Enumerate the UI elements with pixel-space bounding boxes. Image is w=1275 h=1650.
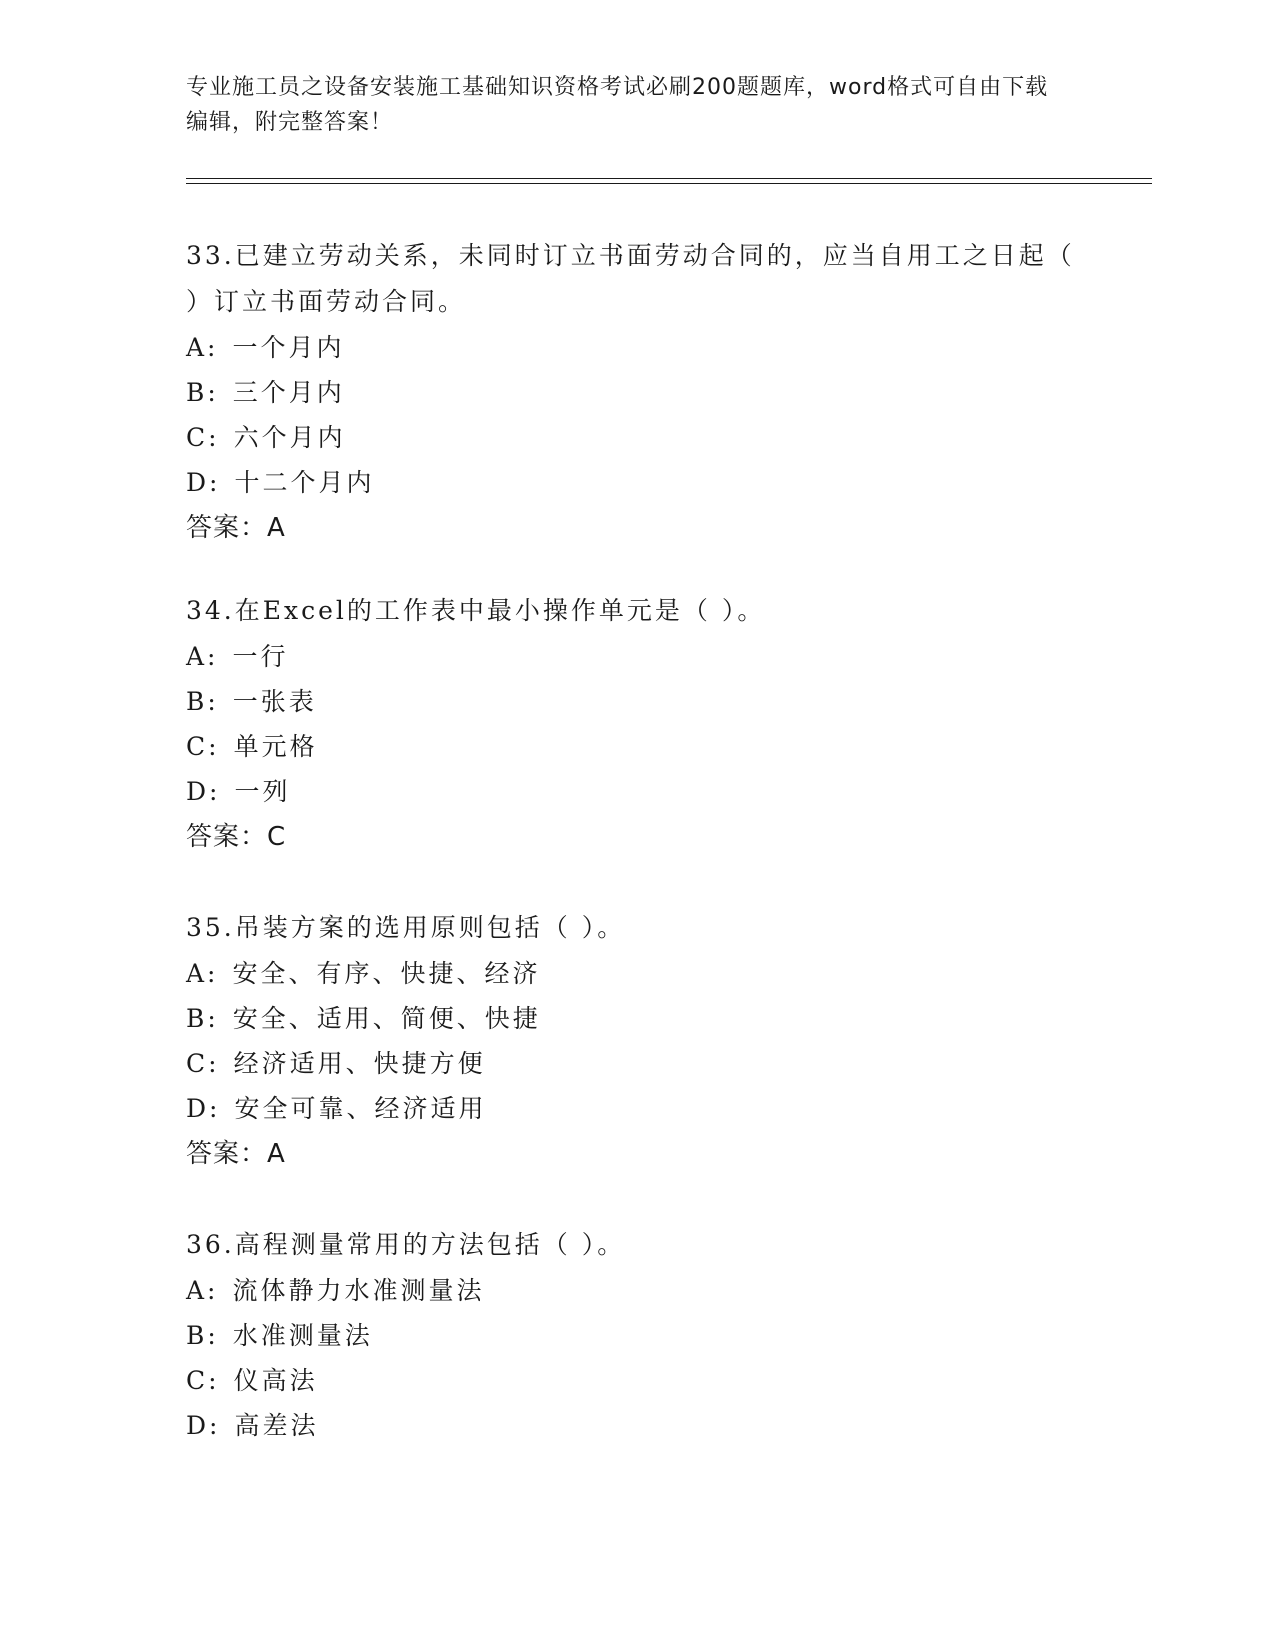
option-c [186, 724, 1086, 769]
option-letter: B: [186, 1004, 219, 1033]
option-d [186, 1086, 1086, 1131]
option-b [186, 370, 1086, 415]
option-a [186, 325, 1086, 370]
option-letter: D: [186, 1411, 221, 1440]
option-text: 三个月内 [232, 378, 345, 407]
option-letter: A: [186, 642, 219, 671]
question-stem: 35.吊装方案的选用原则包括（ ）。 [186, 913, 626, 942]
option-text: 一张表 [232, 687, 317, 716]
option-text: 安全、适用、简便、快捷 [232, 1004, 541, 1033]
option-letter: C: [186, 732, 220, 761]
option-a [186, 634, 1086, 679]
option-letter: A: [186, 1276, 219, 1305]
question-stem: 33.已建立劳动关系，未同时订立书面劳动合同的，应当自用工之日起（ ）订立书面劳动合同。 [186, 241, 1075, 316]
option-text: 安全可靠、经济适用 [234, 1094, 487, 1123]
option-letter: D: [186, 468, 221, 497]
option-c [186, 1041, 1086, 1086]
option-text: 水准测量法 [232, 1321, 373, 1350]
option-letter: C: [186, 1366, 220, 1395]
question-34 [186, 588, 1086, 860]
option-text: 六个月内 [233, 423, 346, 452]
option-text: 仪高法 [233, 1366, 318, 1395]
option-b [186, 996, 1086, 1041]
option-text: 经济适用、快捷方便 [233, 1049, 486, 1078]
question-stem: 36.高程测量常用的方法包括（ ）。 [186, 1230, 626, 1259]
option-letter: B: [186, 1321, 219, 1350]
answer: 答案：C [186, 822, 287, 852]
option-letter: C: [186, 423, 220, 452]
document-title: 专业施工员之设备安装施工基础知识资格考试必刷200题题库，word格式可自由下载编辑，附完整答案！ [186, 75, 1049, 135]
option-b [186, 1313, 1086, 1358]
question-stem: 34.在Excel的工作表中最小操作单元是（ ）。 [186, 596, 766, 625]
option-c [186, 1358, 1086, 1403]
option-b [186, 679, 1086, 724]
option-text: 安全、有序、快捷、经济 [232, 959, 541, 988]
option-text: 十二个月内 [234, 468, 375, 497]
option-letter: D: [186, 777, 221, 806]
option-letter: A: [186, 959, 219, 988]
option-letter: D: [186, 1094, 221, 1123]
option-c [186, 415, 1086, 460]
option-text: 单元格 [233, 732, 318, 761]
option-letter: A: [186, 333, 219, 362]
header-rule-top [186, 178, 1152, 179]
option-a [186, 951, 1086, 996]
question-35 [186, 905, 1086, 1177]
option-d [186, 769, 1086, 814]
option-letter: B: [186, 687, 219, 716]
option-letter: C: [186, 1049, 220, 1078]
option-text: 一列 [234, 777, 291, 806]
option-letter: B: [186, 378, 219, 407]
option-text: 高差法 [234, 1411, 319, 1440]
option-text: 一行 [232, 642, 289, 671]
option-d [186, 1403, 1086, 1448]
answer: 答案：A [186, 1139, 286, 1169]
option-text: 流体静力水准测量法 [232, 1276, 485, 1305]
option-d [186, 460, 1086, 505]
option-text: 一个月内 [232, 333, 345, 362]
document-header [186, 70, 1066, 140]
question-36 [186, 1222, 1086, 1448]
option-a [186, 1268, 1086, 1313]
answer: 答案：A [186, 513, 286, 543]
question-33 [186, 233, 1086, 551]
header-rule-bottom [186, 183, 1152, 184]
